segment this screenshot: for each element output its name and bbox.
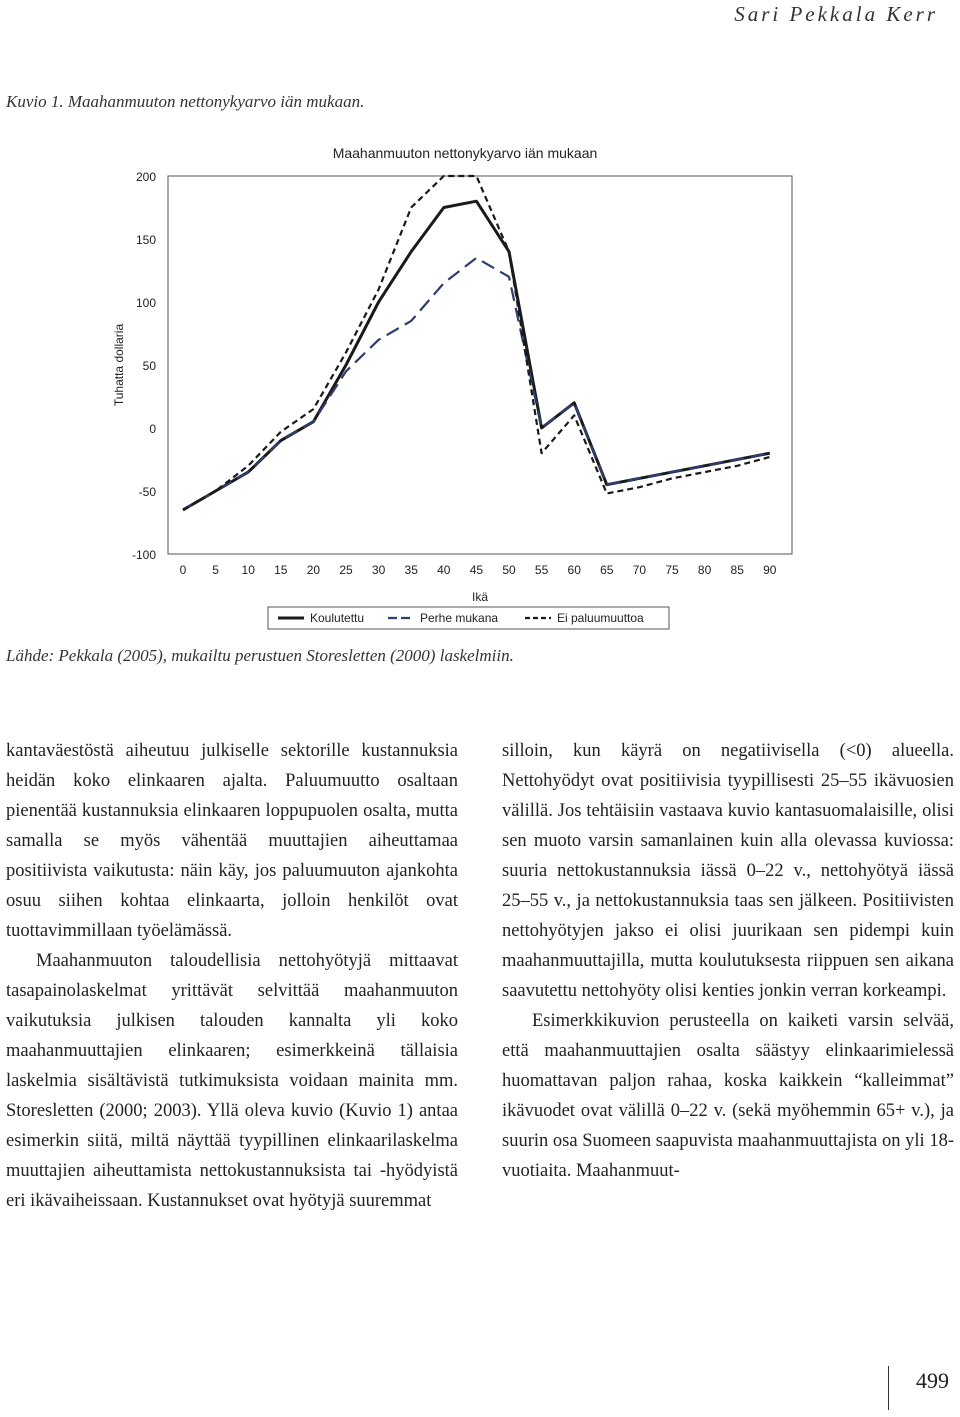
- x-tick-label: 35: [404, 563, 418, 577]
- series-line: [183, 258, 770, 510]
- y-tick-label: 50: [142, 359, 156, 373]
- figure-caption: Kuvio 1. Maahanmuuton nettonykyarvo iän mukaan.: [6, 92, 365, 111]
- x-tick-label: 15: [274, 563, 288, 577]
- x-tick-label: 45: [469, 563, 484, 577]
- x-tick-label: 55: [534, 563, 549, 577]
- x-tick-label: 70: [632, 563, 647, 577]
- y-tick-label: -100: [131, 548, 156, 562]
- x-tick-label: 5: [212, 563, 219, 577]
- x-tick-label: 75: [665, 563, 679, 577]
- page-number: 499: [916, 1368, 949, 1393]
- body-paragraph: silloin, kun käyrä on negatiivisella (<0) alueella. Nettohyödyt ovat positiivisia tyypillisesti 25–55 ikävuosien välillä. Jos tehtäisiin vastaava kuvio kantasuomalaisille, olisi sen muoto varsin samanlainen kuin alla olevassa kuviossa: suuria nettokustannuksia iässä 0–22 v., nettohyötyä iässä 25–55 v., ja nettokustannuksia taas sen jälkeen. Positiivisten nettohyötyjen jakso ei olisi juurikaan sen pidempi kuin maahanmuuttajilla, mutta koulutuksesta riippuen sen aikana saavutettu nettohyöty olisi kenties jonkin verran korkeampi.: [502, 741, 954, 1001]
- legend-label: Koulutettu: [310, 611, 365, 625]
- x-tick-label: 90: [763, 563, 777, 577]
- x-axis-label: Ikä: [471, 590, 489, 604]
- x-tick-label: 60: [567, 563, 581, 577]
- x-tick-label: 80: [697, 563, 712, 577]
- body-column-right: [502, 736, 954, 1186]
- y-tick-label: 150: [135, 233, 156, 247]
- plot-frame: [168, 176, 792, 554]
- legend-label: Perhe mukana: [420, 611, 499, 625]
- x-tick-label: 20: [306, 563, 321, 577]
- y-tick-label: 200: [135, 170, 156, 184]
- legend-label: Ei paluumuuttoa: [557, 611, 644, 625]
- x-tick-label: 0: [179, 563, 187, 577]
- x-tick-label: 85: [730, 563, 744, 577]
- body-column-left: [6, 736, 458, 1216]
- x-tick-label: 25: [339, 563, 353, 577]
- page-number-rule: [888, 1366, 889, 1410]
- x-tick-label: 65: [600, 563, 614, 577]
- x-tick-label: 30: [371, 563, 386, 577]
- body-paragraph: Maahanmuuton taloudellisia nettohyötyjä mittaavat tasapainolaskelmat yrittävät selvittää maahanmuuton vaikutuksia julkisen talouden kannalta yli koko maahanmuuttajien elinkaaren; esimerkkeinä tällaisia laskelmia sisältävistä tutkimuksista voidaan mainita mm. Storesletten (2000; 2003). Yllä oleva kuvio (Kuvio 1) antaa esimerkin siitä, miltä näyttää tyypillinen elinkaarilaskelma muuttajien aiheuttamista nettokustannuksista tai -hyödyistä eri ikävaiheissaan. Kustannukset ovat hyötyjä suuremmat: [6, 951, 458, 1211]
- y-tick-label: -50: [138, 485, 156, 499]
- series-line: [183, 176, 770, 510]
- x-tick-label: 50: [502, 563, 516, 577]
- y-axis-label: Tuhatta dollaria: [112, 323, 126, 407]
- figure-source: Lähde: Pekkala (2005), mukailtu perustuen Storesletten (2000) laskelmiin.: [6, 646, 514, 665]
- series-line: [183, 201, 770, 510]
- body-paragraph: kantaväestöstä aiheutuu julkiselle sektorille kustannuksia heidän koko elinkaaren ajalta. Paluumuutto osaltaan pienentää kustannuksia elinkaaren loppupuolen osalta, mutta samalla se myös vähentää muuttajien aiheuttamaa positiivista vaikutusta: näin käy, jos paluumuuton ajankohta osuu siihen kohtaa elinkaarta, jolloin henkilöt ovat tuottavimmillaan työelämässä.: [6, 741, 458, 941]
- body-paragraph: Esimerkkikuvion perusteella on kaiketi varsin selvää, että maahanmuuttajien osalta säästyy elinkaarimielessä huomattavan paljon rahaa, koska kaikkein “kalleimmat” ikävuodet ovat välillä 0–22 v. (sekä myöhemmin 65+ v.), ja suurin osa Suomeen saapuvista maahanmuuttajista on yli 18-vuotiaita. Maahanmuut-: [502, 1011, 954, 1181]
- x-tick-label: 10: [241, 563, 255, 577]
- y-tick-label: 100: [135, 296, 156, 310]
- line-chart: [0, 140, 960, 640]
- x-tick-label: 40: [437, 563, 451, 577]
- y-tick-label: 0: [149, 422, 156, 436]
- chart-title: Maahanmuuton nettonykyarvo iän mukaan: [332, 145, 598, 161]
- running-header-author: Sari Pekkala Kerr: [734, 2, 938, 26]
